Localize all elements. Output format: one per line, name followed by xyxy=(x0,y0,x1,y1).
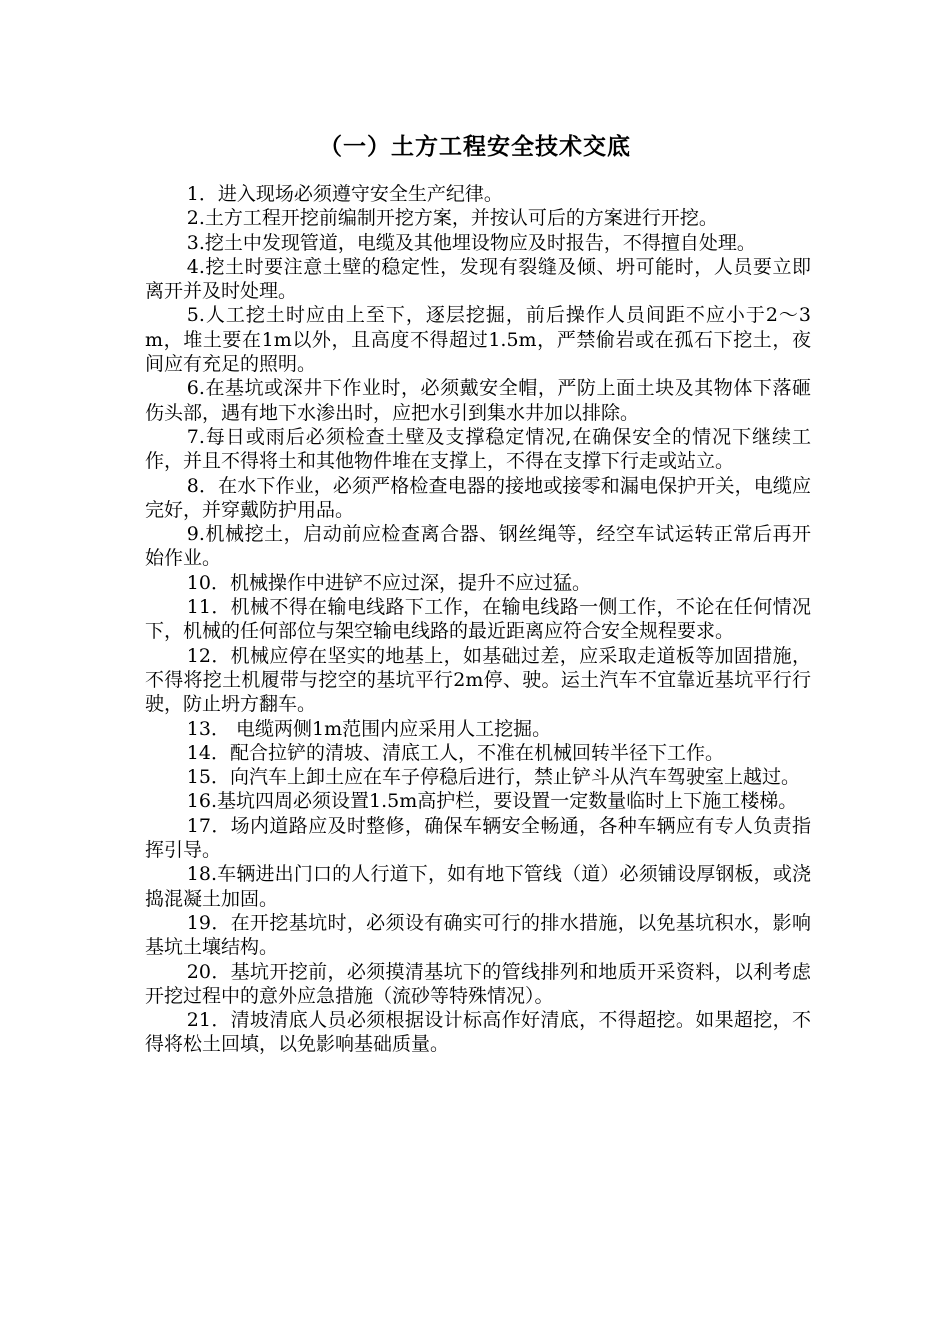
paragraph-21: 21．清坡清底人员必须根据设计标高作好清底，不得超挖。如果超挖，不得将松土回填，以免影响基础质量。 xyxy=(145,1009,811,1056)
paragraph-2: 2.土方工程开挖前编制开挖方案，并按认可后的方案进行开挖。 xyxy=(186,207,718,230)
paragraph-8: 8．在水下作业，必须严格检查电器的接地或接零和漏电保护开关，电缆应完好，并穿戴防护用品。 xyxy=(145,474,811,521)
document-body xyxy=(145,182,811,1057)
paragraph-6: 6.在基坑或深井下作业时，必须戴安全帽，严防上面土块及其物体下落砸伤头部，遇有地下水渗出时，应把水引到集水井加以排除。 xyxy=(145,377,811,424)
paragraph-4: 4.挖土时要注意土壁的稳定性，发现有裂缝及倾、坍可能时，人员要立即离开并及时处理。 xyxy=(145,255,811,303)
paragraph-5: 5.人工挖土时应由上至下，逐层挖掘，前后操作人员间距不应小于2～3m，堆土要在1m以外，且高度不得超过1.5m，严禁偷岩或在孤石下挖土，夜间应有充足的照明。 xyxy=(145,304,811,376)
paragraph-7: 7.每日或雨后必须检查土壁及支撑稳定情况,在确保安全的情况下继续工作，并且不得将土和其他物件堆在支撑上，不得在支撑下行走或站立。 xyxy=(145,425,811,473)
paragraph-9: 9.机械挖土，启动前应检查离合器、钢丝绳等，经空车试运转正常后再开始作业。 xyxy=(145,523,811,570)
paragraph-11: 11．机械不得在输电线路下工作，在输电线路一侧工作，不论在任何情况下，机械的任何部位与架空输电线路的最近距离应符合安全规程要求。 xyxy=(145,596,811,643)
paragraph-15: 15．向汽车上卸土应在车子停稳后进行，禁止铲斗从汽车驾驶室上越过。 xyxy=(186,766,800,789)
document-title: （一）土方工程安全技术交底 xyxy=(319,134,631,160)
paragraph-10: 10．机械操作中进铲不应过深，提升不应过猛。 xyxy=(186,571,591,594)
paragraph-19: 19．在开挖基坑时，必须设有确实可行的排水措施，以免基坑积水，影响基坑土壤结构。 xyxy=(145,911,811,959)
paragraph-17: 17．场内道路应及时整修，确保车辆安全畅通，各种车辆应有专人负责指挥引导。 xyxy=(145,814,811,862)
paragraph-3: 3.挖土中发现管道，电缆及其他埋设物应及时报告，不得擅自处理。 xyxy=(186,231,756,254)
paragraph-13: 13． 电缆两侧1m范围内应采用人工挖掘。 xyxy=(186,717,552,740)
paragraph-20: 20．基坑开挖前，必须摸清基坑下的管线排列和地质开采资料，以利考虑开挖过程中的意外应急措施（流砂等特殊情况）。 xyxy=(145,960,811,1007)
paragraph-14: 14．配合拉铲的清坡、清底工人，不准在机械回转半径下工作。 xyxy=(186,741,724,764)
paragraph-18: 18.车辆进出门口的人行道下，如有地下管线（道）必须铺设厚钢板，或浇捣混凝土加固。 xyxy=(145,863,811,910)
paragraph-12: 12．机械应停在坚实的地基上，如基础过差，应采取走道板等加固措施，不得将挖土机履带与挖空的基坑平行2m停、驶。运土汽车不宜靠近基坑平行行驶，防止坍方翻车。 xyxy=(145,644,811,716)
paragraph-1: 1．进入现场必须遵守安全生产纪律。 xyxy=(186,183,503,205)
paragraph-16: 16.基坑四周必须设置1.5m高护栏，要设置一定数量临时上下施工楼梯。 xyxy=(186,790,798,813)
